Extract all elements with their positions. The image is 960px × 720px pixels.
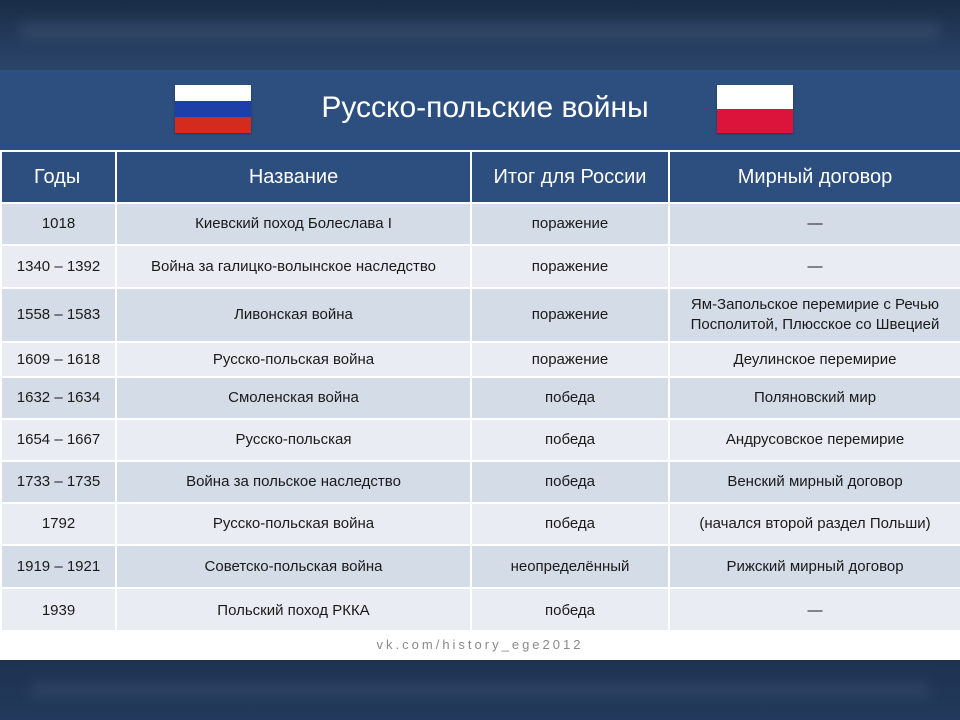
cell-result: неопределённый bbox=[471, 545, 669, 588]
wars-table bbox=[0, 150, 960, 634]
table-row bbox=[1, 203, 960, 245]
cell-years: 1632 – 1634 bbox=[1, 377, 116, 419]
cell-treaty: (начался второй раздел Польши) bbox=[669, 503, 960, 545]
title-bar bbox=[0, 70, 960, 150]
table-row bbox=[1, 245, 960, 288]
cell-name: Смоленская война bbox=[116, 377, 471, 419]
cell-treaty: — bbox=[669, 245, 960, 288]
cell-result: победа bbox=[471, 503, 669, 545]
cell-result: поражение bbox=[471, 245, 669, 288]
cell-name: Ливонская война bbox=[116, 288, 471, 342]
cell-result: поражение bbox=[471, 342, 669, 377]
bottom-band bbox=[0, 660, 960, 720]
source-link: vk.com/history_ege2012 bbox=[376, 637, 584, 652]
cell-years: 1558 – 1583 bbox=[1, 288, 116, 342]
source-bar bbox=[0, 630, 960, 660]
cell-result: победа bbox=[471, 461, 669, 503]
cell-years: 1018 bbox=[1, 203, 116, 245]
cell-name: Советско-польская война bbox=[116, 545, 471, 588]
cell-treaty: Деулинское перемирие bbox=[669, 342, 960, 377]
page-title: Русско-польские войны bbox=[321, 91, 649, 124]
cell-name: Русско-польская война bbox=[116, 342, 471, 377]
cell-treaty: — bbox=[669, 203, 960, 245]
column-header-treaty: Мирный договор bbox=[669, 151, 960, 203]
cell-years: 1733 – 1735 bbox=[1, 461, 116, 503]
table-row bbox=[1, 461, 960, 503]
table-row bbox=[1, 342, 960, 377]
cell-name: Русско-польская bbox=[116, 419, 471, 461]
cell-years: 1654 – 1667 bbox=[1, 419, 116, 461]
cell-result: победа bbox=[471, 588, 669, 633]
wars-table-container bbox=[0, 150, 960, 630]
cell-treaty: Ям-Запольское перемирие с Речью Посполитой, Плюсское со Швецией bbox=[669, 288, 960, 342]
column-header-result: Итог для России bbox=[471, 151, 669, 203]
cell-result: поражение bbox=[471, 203, 669, 245]
poland-flag-icon bbox=[717, 85, 793, 133]
cell-years: 1792 bbox=[1, 503, 116, 545]
cell-treaty: Андрусовское перемирие bbox=[669, 419, 960, 461]
cell-treaty: Поляновский мир bbox=[669, 377, 960, 419]
column-header-name: Название bbox=[116, 151, 471, 203]
table-row bbox=[1, 377, 960, 419]
table-row bbox=[1, 545, 960, 588]
cell-name: Русско-польская война bbox=[116, 503, 471, 545]
cell-result: поражение bbox=[471, 288, 669, 342]
column-header-years: Годы bbox=[1, 151, 116, 203]
cell-treaty: — bbox=[669, 588, 960, 633]
cell-years: 1609 – 1618 bbox=[1, 342, 116, 377]
cell-name: Война за польское наследство bbox=[116, 461, 471, 503]
cell-result: победа bbox=[471, 377, 669, 419]
table-row bbox=[1, 288, 960, 342]
table-row bbox=[1, 419, 960, 461]
cell-treaty: Венский мирный договор bbox=[669, 461, 960, 503]
russia-flag-icon bbox=[175, 85, 251, 133]
top-band bbox=[0, 0, 960, 70]
table-header-row bbox=[1, 151, 960, 203]
cell-years: 1919 – 1921 bbox=[1, 545, 116, 588]
table-row bbox=[1, 503, 960, 545]
cell-years: 1340 – 1392 bbox=[1, 245, 116, 288]
cell-name: Киевский поход Болеслава I bbox=[116, 203, 471, 245]
table-row bbox=[1, 588, 960, 633]
cell-treaty: Рижский мирный договор bbox=[669, 545, 960, 588]
cell-years: 1939 bbox=[1, 588, 116, 633]
cell-name: Война за галицко-волынское наследство bbox=[116, 245, 471, 288]
cell-result: победа bbox=[471, 419, 669, 461]
cell-name: Польский поход РККА bbox=[116, 588, 471, 633]
